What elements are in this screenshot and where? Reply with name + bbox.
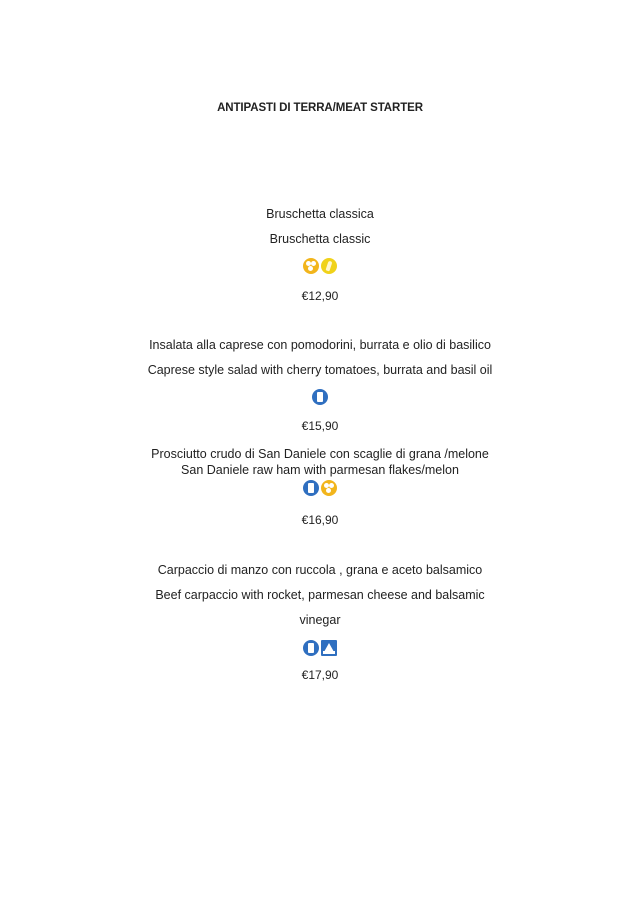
egg-icon	[303, 258, 319, 274]
milk-icon	[303, 480, 319, 496]
milk-icon	[303, 640, 319, 656]
item-4-allergens	[0, 640, 640, 656]
item-3-name-en: San Daniele raw ham with parmesan flakes/melon	[181, 463, 459, 477]
item-3-allergens	[0, 480, 640, 496]
item-1-name-en: Bruschetta classic	[269, 232, 371, 246]
item-4-name-en-cont: vinegar	[299, 613, 341, 627]
item-1-price: €12,90	[301, 289, 339, 303]
item-3-price: €16,90	[301, 513, 339, 527]
sulphites-icon	[321, 640, 337, 656]
oil-bottle-icon	[321, 258, 337, 274]
item-2-name-it: Insalata alla caprese con pomodorini, burrata e olio di basilico	[149, 338, 491, 352]
milk-icon	[312, 389, 328, 405]
item-1-name-it: Bruschetta classica	[266, 207, 374, 221]
item-2-name-en: Caprese style salad with cherry tomatoes, burrata and basil oil	[147, 363, 493, 377]
item-4-name-en: Beef carpaccio with rocket, parmesan cheese and balsamic	[155, 588, 485, 602]
item-2-price: €15,90	[301, 419, 339, 433]
egg-icon	[321, 480, 337, 496]
item-4-price: €17,90	[301, 668, 339, 682]
section-title: ANTIPASTI DI TERRA/MEAT STARTER	[217, 102, 423, 114]
item-4-name-it: Carpaccio di manzo con ruccola , grana e aceto balsamico	[157, 563, 483, 577]
item-1-allergens	[0, 258, 640, 274]
item-2-allergens	[0, 389, 640, 405]
item-3-name-it: Prosciutto crudo di San Daniele con scaglie di grana /melone	[151, 447, 489, 461]
